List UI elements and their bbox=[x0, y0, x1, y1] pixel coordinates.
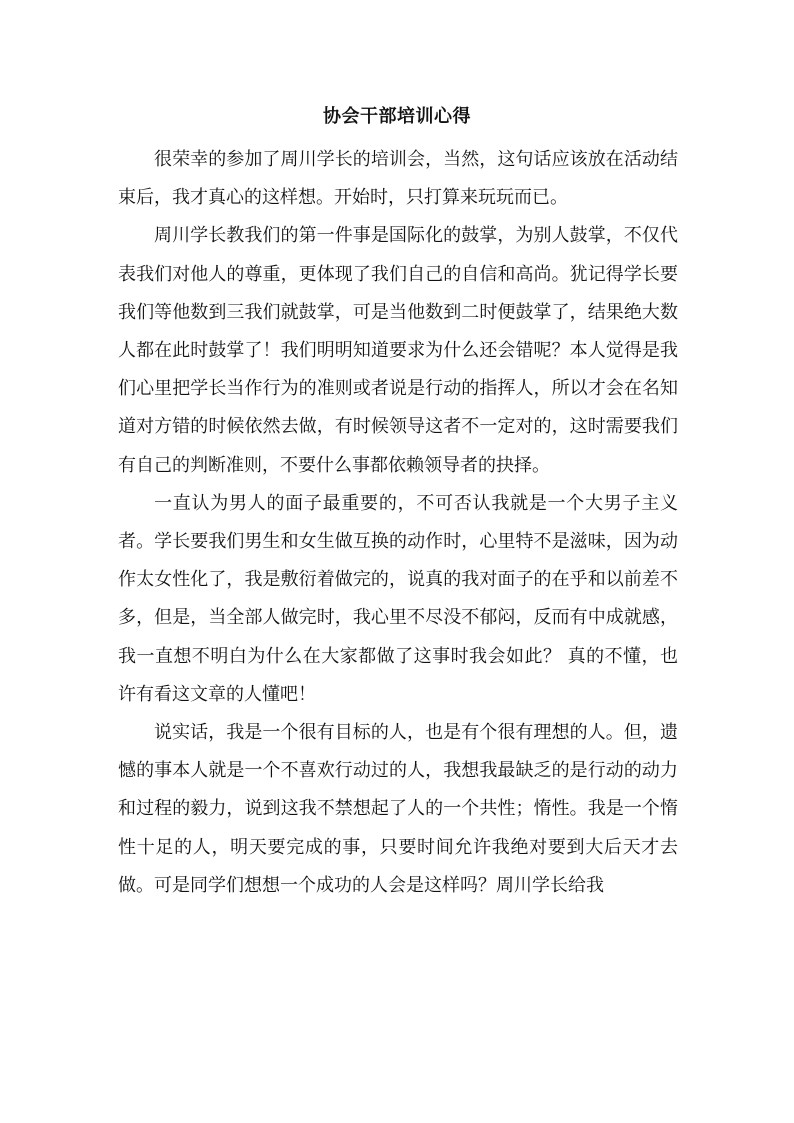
paragraph-2: 周川学长教我们的第一件事是国际化的鼓掌，为别人鼓掌，不仅代表我们对他人的尊重，更体现了我们自己的自信和高尚。犹记得学长要我们等他数到三我们就鼓掌，可是当他数到二时便鼓掌了，结果绝大数人都在此时鼓掌了！我们明明知道要求为什么还会错呢？本人觉得是我们心里把学长当作行为的准则或者说是行动的指挥人，所以才会在名知道对方错的时候依然去做，有时候领导这者不一定对的，这时需要我们有自己的判断准则，不要什么事都依赖领导者的抉择。 bbox=[118, 225, 678, 476]
paragraph-3: 一直认为男人的面子最重要的，不可否认我就是一个大男子主义者。学长要我们男生和女生做互换的动作时，心里特不是滋味，因为动作太女性化了，我是敷衍着做完的，说真的我对面子的在乎和以前差不多，但是，当全部人做完时，我心里不尽没不郁闷，反而有中成就感，我一直想不明白为什么在大家都做了这事时我会如此？ 真的不懂，也许有看这文章的人懂吧！ bbox=[118, 492, 678, 705]
document-body bbox=[118, 141, 678, 905]
document-title: 协会干部培训心得 bbox=[323, 106, 471, 127]
paragraph-4: 说实话，我是一个很有目标的人，也是有个很有理想的人。但，遗憾的事本人就是一个不喜欢行动过的人，我想我最缺乏的是行动的动力和过程的毅力，说到这我不禁想起了人的一个共性；惰性。我是一个惰性十足的人，明天要完成的事，只要时间允许我绝对要到大后天才去做。可是同学们想想一个成功的人会是这样吗？周川学长给我 bbox=[118, 722, 678, 896]
paragraph-1: 很荣幸的参加了周川学长的培训会，当然，这句话应该放在活动结束后，我才真心的这样想。开始时，只打算来玩玩而已。 bbox=[118, 149, 678, 209]
